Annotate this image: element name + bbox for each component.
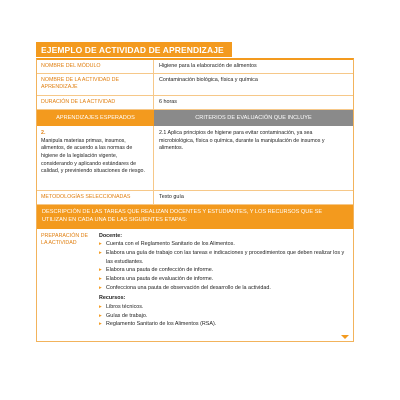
info-row-modulo xyxy=(37,60,353,74)
recursos-title: Recursos: xyxy=(99,295,126,302)
info-row-duracion xyxy=(37,96,353,110)
header-aprendizajes: APRENDIZAJES ESPERADOS xyxy=(37,110,154,126)
docente-title: Docente: xyxy=(99,232,123,239)
info-value: Contaminación biológica, física y química xyxy=(159,77,258,84)
preparacion-content xyxy=(93,229,353,341)
columns-header xyxy=(37,110,353,126)
info-label: NOMBRE DE LA ACTIVIDAD DE APRENDIZAJE xyxy=(37,74,154,94)
list-item: ▸ Guías de trabajo. xyxy=(99,312,347,321)
list-item: ▸ Elabora una pauta de evaluación de informe. xyxy=(99,275,347,284)
info-value: Higiene para la elaboración de alimentos xyxy=(159,63,257,69)
info-value: 6 horas xyxy=(159,98,177,105)
preparacion-label: PREPARACIÓN DE LA ACTIVIDAD xyxy=(41,232,88,246)
criterio-text: 2.1 Aplica principios de higiene para evitar contaminación, ya sea microbiológica, física o química, durante la manipulación de insumos y alimentos. xyxy=(159,129,325,152)
aprendizaje-row xyxy=(37,126,353,191)
activity-card xyxy=(36,40,354,342)
aprendizaje-cell xyxy=(37,126,154,190)
info-row-actividad xyxy=(37,74,353,95)
activity-table xyxy=(36,58,354,342)
metodologia-value: Texto guía xyxy=(159,193,184,200)
criterio-cell xyxy=(154,126,353,190)
header-criterios: CRITERIOS DE EVALUACIÓN QUE INCLUYE xyxy=(154,110,353,126)
card-title: EJEMPLO DE ACTIVIDAD DE APRENDIZAJE xyxy=(36,42,232,57)
list-item: ▸ Reglamento Sanitario de los Alimentos (RSA). xyxy=(99,320,347,329)
aprendizaje-text: Manipula materias primas, insumos, alimentos, de acuerdo a las normas de higiene de la legislación vigente, considerando y aplicando estándares de calidad, y previniendo situaciones de riesgo. xyxy=(41,137,145,175)
info-label: NOMBRE DEL MÓDULO xyxy=(37,60,154,73)
docente-list xyxy=(99,240,347,292)
metodologia-row xyxy=(37,191,353,205)
list-item: ▸ Libros técnicos. xyxy=(99,303,347,312)
descripcion-header: DESCRIPCIÓN DE LAS TAREAS QUE REALIZAN DOCENTES Y ESTUDIANTES, Y LOS RECURSOS QUE SE UTILIZAN EN CADA UNA DE LAS SIGUIENTES ETAPAS: xyxy=(37,205,353,229)
metodologia-label: METODOLOGÍAS SELECCIONADAS xyxy=(37,191,154,204)
aprendizaje-number: 2. xyxy=(41,129,46,136)
list-item: ▸ Cuenta con el Reglamento Sanitario de los Alimentos. xyxy=(99,240,347,249)
list-item: ▸ Elabora una guía de trabajo con las tareas e indicaciones y procedimientos que deben realizar los y las estudiantes. xyxy=(99,249,347,266)
recursos-list xyxy=(99,303,347,329)
continue-arrow-icon xyxy=(341,335,349,339)
preparacion-row xyxy=(37,229,353,341)
info-label: DURACIÓN DE LA ACTIVIDAD xyxy=(37,96,154,109)
list-item: ▸ Confecciona una pauta de observación del desarrollo de la actividad. xyxy=(99,284,347,293)
list-item: ▸ Elabora una pauta de confección de informe. xyxy=(99,266,347,275)
